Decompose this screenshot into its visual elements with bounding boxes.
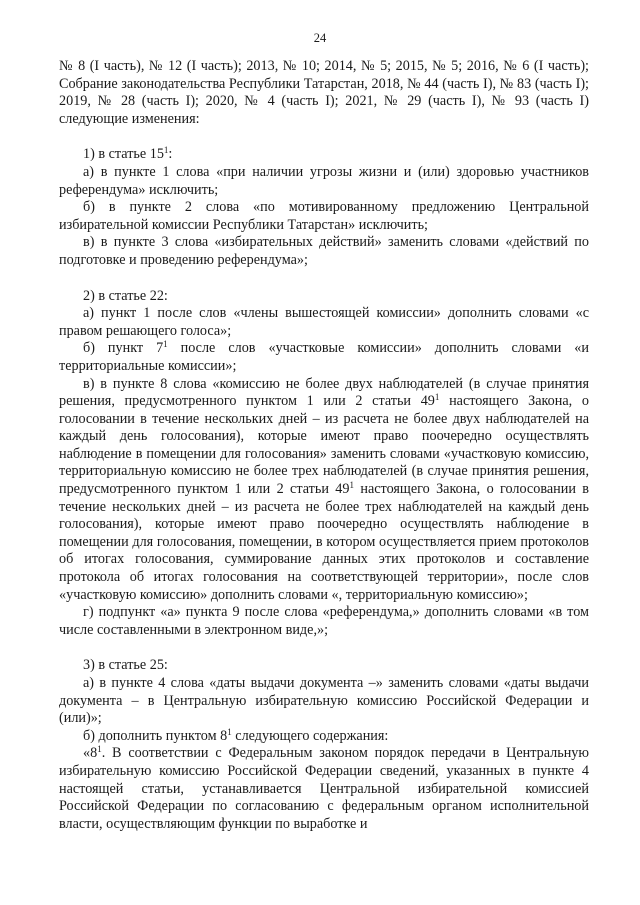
heading-text: :	[168, 146, 173, 163]
superscript: 1	[349, 480, 354, 491]
article-22-item-v	[59, 376, 589, 605]
superscript: 1	[434, 392, 440, 403]
item-text: б) дополнить пунктом 8	[83, 727, 228, 744]
spacer	[59, 639, 589, 657]
item-text: настоящего Закона, о голосовании в течение нескольких дней – из расчета не более трех наблюдателей на каждый день голосования), которые имеют право поочередно осуществлять наблюдение в помещении для голосования, помещении, в котором осуществляется прием протоколов об итогах голосования, суммирование данных этих протоколов и составление протокола об итогах голосования на соответствующей территории», после слов «участковую комиссию» дополнить словами «, территориальную комиссию»;	[59, 481, 589, 603]
article-22-item-a: а) пункт 1 после слов «члены вышестоящей комиссии» дополнить словами «с правом решающего голоса»;	[59, 305, 589, 339]
article-15-1-heading	[59, 146, 589, 164]
article-25-item-b	[59, 728, 589, 746]
article-25-heading: 3) в статье 25:	[83, 657, 168, 674]
article-25-item-a: а) в пункте 4 слова «даты выдачи документа –» заменить словами «даты выдачи документа – в Центральную избирательную комиссию Российской Федерации и (или)»;	[59, 675, 589, 727]
spacer	[59, 128, 589, 146]
superscript: 1	[97, 744, 102, 755]
quote-text: . В соответствии с Федеральным законом порядок передачи в Центральную избирательную комиссию Российской Федерации сведений, указанных в пункте 4 настоящей статьи, устанавливается Центральной избирательной комиссией Российской Федерации по согласованию с федеральным органом исполнительной власти, осуществляющим функции по выработке и	[59, 745, 589, 832]
intro-paragraph: № 8 (I часть), № 12 (I часть); 2013, № 10; 2014, № 5; 2015, № 5; 2016, № 6 (I часть); Собрание законодательства Республики Татарстан, 2018, № 44 (часть I), № 83 (часть I); 2019, № 28 (часть I); 2020, № 4 (часть I); 2021, № 29 (часть I), № 93 (часть I) следующие изменения:	[59, 58, 589, 127]
article-22-item-g: г) подпункт «а» пункта 9 после слова «референдума,» дополнить словами «в том числе составленными в электронном виде,»;	[59, 604, 589, 638]
item-text: следующего содержания:	[231, 727, 389, 744]
superscript: 1	[163, 145, 169, 156]
heading-text: 1) в статье 15	[83, 146, 164, 163]
item-text: после слов «участковые комиссии» дополнить словами «и территориальные комиссии»;	[59, 340, 589, 374]
article-15-1-item-b: б) в пункте 2 слова «по мотивированному предложению Центральной избирательной комиссии Республики Татарстан» исключить;	[59, 199, 589, 233]
article-15-1-item-v: в) в пункте 3 слова «избирательных действий» заменить словами «действий по подготовке и проведению референдума»;	[59, 234, 589, 268]
article-15-1-item-a: а) в пункте 1 слова «при наличии угрозы жизни и (или) здоровью участников референдума» исключить;	[59, 163, 589, 198]
article-22-heading: 2) в статье 22:	[83, 287, 168, 304]
article-25-quoted-paragraph	[59, 745, 589, 833]
quote-text: «8	[83, 745, 98, 762]
article-22-item-b	[59, 340, 589, 375]
document-body	[59, 58, 589, 833]
superscript: 1	[163, 339, 168, 350]
spacer	[59, 270, 589, 288]
item-text: настоящего Закона, о голосовании в течение нескольких дней – из расчета не более двух наблюдателей на каждый день голосования), которые имеют право поочередно осуществлять наблюдение в помещении для голосования» заменить словами «участковую комиссию, территориальную комиссию не более трех наблюдателей (в случае принятия решения, предусмотренного пунктом 1 или 2 статьи 49	[59, 393, 589, 498]
page-number: 24	[313, 31, 327, 45]
item-text: б) пункт 7	[83, 340, 164, 357]
superscript: 1	[227, 726, 232, 737]
item-text: в) в пункте 8 слова «комиссию не более двух наблюдателей (в случае принятия решения, предусмотренного пунктом 1 или 2 статьи 49	[59, 375, 589, 410]
